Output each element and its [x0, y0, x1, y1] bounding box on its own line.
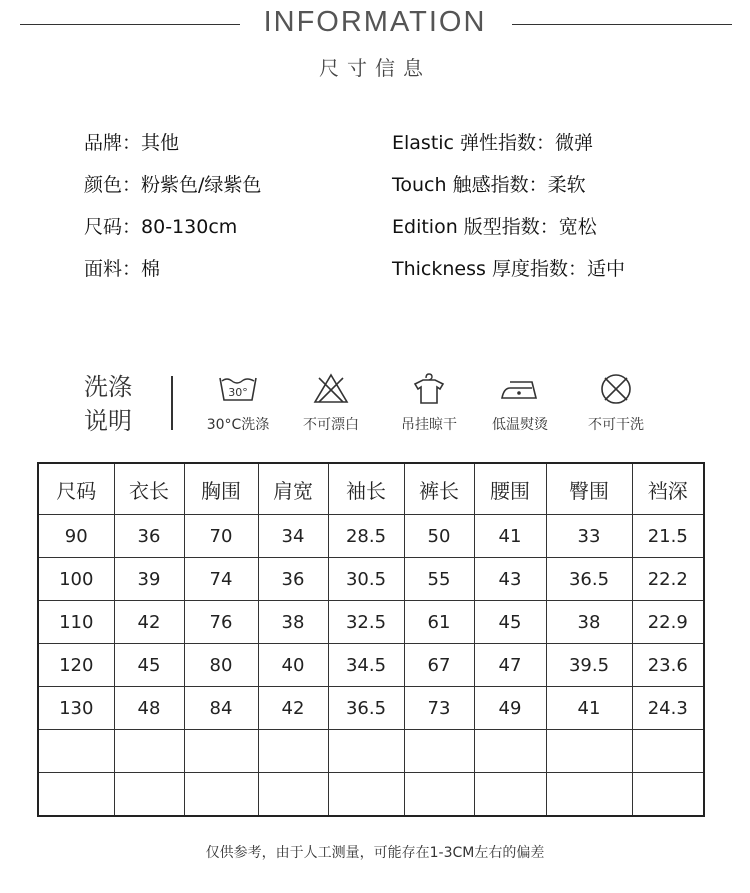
- info-brand: [84, 128, 179, 155]
- table-cell: 76: [184, 601, 258, 644]
- info-size: [84, 212, 237, 239]
- table-cell: 34: [258, 515, 328, 558]
- table-cell: 67: [404, 644, 474, 687]
- info-value: 柔软: [547, 174, 586, 196]
- care-label: 不可干洗: [588, 417, 644, 433]
- table-cell: 90: [38, 515, 114, 558]
- care-title-line2: 说明: [84, 407, 132, 435]
- table-row: [38, 558, 704, 601]
- care-item-no-dry-clean: [571, 372, 661, 434]
- table-cell: [474, 730, 546, 773]
- table-cell: [38, 730, 114, 773]
- table-cell: 48: [114, 687, 184, 730]
- info-value: 其他: [141, 132, 180, 154]
- wash-30-icon: [218, 372, 258, 406]
- table-cell: 130: [38, 687, 114, 730]
- care-label: 吊挂晾干: [401, 417, 457, 433]
- table-cell: [474, 773, 546, 817]
- table-cell: 24.3: [632, 687, 704, 730]
- table-cell: [632, 730, 704, 773]
- table-row-empty: [38, 773, 704, 817]
- table-cell: 22.2: [632, 558, 704, 601]
- table-cell: [258, 773, 328, 817]
- info-key: Thickness 厚度指数：: [392, 258, 587, 280]
- header-cell: 肩宽: [258, 463, 328, 515]
- table-cell: [184, 773, 258, 817]
- header-cell: 袖长: [328, 463, 404, 515]
- info-touch: [392, 170, 586, 197]
- header-cell: 衣长: [114, 463, 184, 515]
- care-item-hang-dry: [384, 372, 474, 434]
- no-bleach-icon: [311, 372, 351, 406]
- header-cell: 尺码: [38, 463, 114, 515]
- table-cell: 74: [184, 558, 258, 601]
- table-cell: 36: [114, 515, 184, 558]
- table-cell: 32.5: [328, 601, 404, 644]
- table-row: [38, 644, 704, 687]
- header-cell: 裆深: [632, 463, 704, 515]
- table-cell: 120: [38, 644, 114, 687]
- info-value: 80-130cm: [141, 216, 238, 238]
- table-cell: 41: [474, 515, 546, 558]
- info-key: 尺码：: [84, 216, 142, 238]
- table-cell: 38: [258, 601, 328, 644]
- table-cell: 80: [184, 644, 258, 687]
- info-value: 棉: [141, 258, 161, 280]
- table-cell: [258, 730, 328, 773]
- table-cell: [404, 773, 474, 817]
- table-cell: 55: [404, 558, 474, 601]
- table-cell: [38, 773, 114, 817]
- table-cell: 47: [474, 644, 546, 687]
- table-cell: 42: [114, 601, 184, 644]
- info-key: 颜色：: [84, 174, 142, 196]
- info-key: Edition 版型指数：: [392, 216, 559, 238]
- table-header-row: [38, 463, 704, 515]
- measurement-note: 仅供参考，由于人工测量，可能存在1-3CM左右的偏差: [205, 845, 545, 861]
- header-title: INFORMATION: [263, 6, 487, 38]
- table-cell: [404, 730, 474, 773]
- info-value: 宽松: [558, 216, 597, 238]
- table-cell: 70: [184, 515, 258, 558]
- table-cell: 36.5: [546, 558, 632, 601]
- low-iron-icon: [498, 372, 542, 406]
- table-cell: 21.5: [632, 515, 704, 558]
- table-row: [38, 515, 704, 558]
- header-cell: 腰围: [474, 463, 546, 515]
- care-divider: [171, 376, 173, 430]
- info-value: 微弹: [555, 132, 594, 154]
- table-cell: 39: [114, 558, 184, 601]
- info-key: Touch 触感指数：: [392, 174, 548, 196]
- table-cell: 42: [258, 687, 328, 730]
- hang-dry-icon: [409, 372, 449, 406]
- header-cell: 裤长: [404, 463, 474, 515]
- table-cell: 84: [184, 687, 258, 730]
- care-label: 30°C洗涤: [206, 417, 270, 433]
- table-cell: 30.5: [328, 558, 404, 601]
- table-cell: [546, 773, 632, 817]
- table-cell: [328, 773, 404, 817]
- table-cell: 38: [546, 601, 632, 644]
- care-item-low-iron: [475, 372, 565, 434]
- table-cell: 33: [546, 515, 632, 558]
- table-cell: 61: [404, 601, 474, 644]
- table-row: [38, 687, 704, 730]
- table-cell: [114, 730, 184, 773]
- table-cell: 43: [474, 558, 546, 601]
- info-key: 面料：: [84, 258, 142, 280]
- table-cell: [184, 730, 258, 773]
- info-value: 粉紫色/绿紫色: [141, 174, 262, 196]
- table-cell: 28.5: [328, 515, 404, 558]
- table-row-empty: [38, 730, 704, 773]
- table-cell: 45: [114, 644, 184, 687]
- care-item-no-bleach: [286, 372, 376, 434]
- table-cell: [114, 773, 184, 817]
- table-cell: 36: [258, 558, 328, 601]
- table-cell: [632, 773, 704, 817]
- table-cell: 110: [38, 601, 114, 644]
- table-cell: 45: [474, 601, 546, 644]
- info-edition: [392, 212, 597, 239]
- table-cell: [546, 730, 632, 773]
- info-elastic: [392, 128, 593, 155]
- table-cell: 73: [404, 687, 474, 730]
- care-title-line1: 洗涤: [84, 373, 132, 401]
- care-title: [84, 370, 132, 438]
- no-dry-clean-icon: [596, 372, 636, 406]
- info-color: [84, 170, 261, 197]
- care-item-wash: [193, 372, 283, 434]
- table-cell: 39.5: [546, 644, 632, 687]
- info-key: Elastic 弹性指数：: [392, 132, 556, 154]
- table-cell: 100: [38, 558, 114, 601]
- table-cell: 22.9: [632, 601, 704, 644]
- table-cell: [328, 730, 404, 773]
- table-cell: 36.5: [328, 687, 404, 730]
- header-cell: 胸围: [184, 463, 258, 515]
- table-cell: 40: [258, 644, 328, 687]
- care-label: 不可漂白: [303, 417, 359, 433]
- wash-temp-text: 30°: [228, 386, 248, 399]
- table-cell: 41: [546, 687, 632, 730]
- care-label: 低温熨烫: [492, 417, 548, 433]
- info-fabric: [84, 254, 160, 281]
- table-cell: 50: [404, 515, 474, 558]
- size-table: [37, 462, 705, 817]
- info-thickness: [392, 254, 625, 281]
- table-cell: 34.5: [328, 644, 404, 687]
- header-cell: 臀围: [546, 463, 632, 515]
- info-value: 适中: [586, 258, 625, 280]
- table-row: [38, 601, 704, 644]
- header-subtitle: 尺寸信息: [319, 56, 431, 80]
- table-cell: 23.6: [632, 644, 704, 687]
- table-cell: 49: [474, 687, 546, 730]
- info-key: 品牌：: [84, 132, 142, 154]
